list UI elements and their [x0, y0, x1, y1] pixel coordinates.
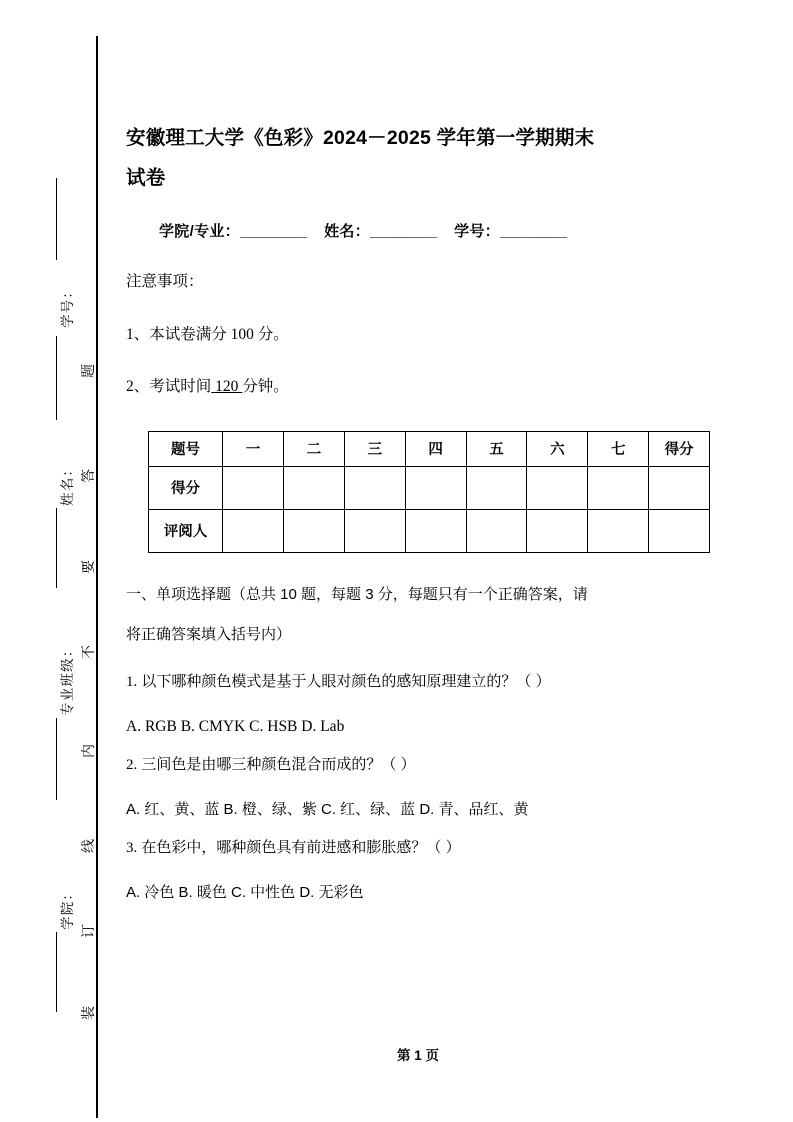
margin-char-da: 答 [82, 469, 97, 483]
question-stem-3 [126, 821, 710, 859]
score-cell[interactable] [283, 466, 344, 509]
section-heading-line-2: 将正确答案填入括号内） [126, 625, 292, 643]
note-2-after: 分钟。 [242, 378, 289, 395]
score-cell[interactable] [405, 466, 466, 509]
reviewer-cell[interactable] [466, 509, 527, 552]
note-2-before: 2、考试时间 [126, 378, 212, 395]
score-table-header-cell: 一 [223, 431, 284, 466]
note-item-2 [126, 342, 710, 395]
margin-char-yao: 要 [82, 560, 97, 574]
score-cell[interactable] [588, 466, 649, 509]
question-options-2[interactable]: A. 红、黄、蓝 B. 橙、绿、紫 C. 红、绿、蓝 D. 青、品红、黄 [126, 800, 529, 818]
reviewer-row-label: 评阅人 [149, 509, 223, 552]
score-table-header-cell: 得分 [649, 431, 710, 466]
name-blank[interactable]: _________ [369, 223, 437, 240]
note-item-1: 1、本试卷满分 100 分。 [126, 325, 289, 343]
score-table-header-cell: 六 [527, 431, 588, 466]
exam-title-line-2: 试卷 [126, 167, 166, 189]
binding-rule-segment [56, 336, 57, 420]
binding-rule-segment [56, 718, 57, 800]
score-table-header-cell: 七 [588, 431, 649, 466]
score-table-header-cell: 五 [466, 431, 527, 466]
question-text-2: 三间色是由哪三种颜色混合而成的？（ ） [141, 755, 416, 773]
margin-label-name: 姓名： [60, 461, 75, 506]
score-cell[interactable] [649, 466, 710, 509]
binding-margin [0, 0, 110, 1122]
reviewer-cell[interactable] [527, 509, 588, 552]
margin-char-bu: 不 [82, 645, 97, 659]
binding-rule-segment [56, 932, 57, 1012]
reviewer-cell[interactable] [283, 509, 344, 552]
score-cell[interactable] [527, 466, 588, 509]
table-row [149, 431, 710, 466]
margin-label-class: 专业班级： [60, 642, 75, 716]
section-heading-line-1: 一、单项选择题（总共 10 题，每题 3 分，每题只有一个正确答案，请 [126, 585, 588, 603]
binding-rule-segment [56, 178, 57, 260]
score-cell[interactable] [466, 466, 527, 509]
margin-char-nei: 内 [82, 744, 97, 758]
page-title [126, 0, 710, 198]
margin-label-student-id: 学号： [60, 283, 75, 328]
page-footer: 第 1 页 [396, 1048, 439, 1063]
score-table-header-cell: 三 [344, 431, 405, 466]
questions-section [126, 575, 710, 904]
reviewer-cell[interactable] [588, 509, 649, 552]
score-row-label: 得分 [149, 466, 223, 509]
exam-content [126, 0, 710, 904]
score-cell[interactable] [344, 466, 405, 509]
exam-duration-value: 120 [211, 378, 243, 395]
question-text-1: 以下哪种颜色模式是基于人眼对颜色的感知原理建立的？（ ） [141, 672, 551, 690]
college-major-label-text: 学院/专业： [159, 223, 240, 240]
reviewer-cell[interactable] [344, 509, 405, 552]
reviewer-cell[interactable] [223, 509, 284, 552]
table-row [149, 466, 710, 509]
score-table-header-cell: 二 [283, 431, 344, 466]
student-id-blank[interactable]: _________ [499, 223, 567, 240]
margin-char-ding: 订 [82, 924, 97, 938]
question-text-3: 在色彩中，哪种颜色具有前进感和膨胀感？（ ） [141, 838, 461, 856]
margin-char-xian: 线 [82, 839, 97, 853]
reviewer-cell[interactable] [405, 509, 466, 552]
question-number-2: 2. [126, 756, 138, 773]
question-options-1[interactable]: A. RGB B. CMYK C. HSB D. Lab [126, 717, 345, 735]
margin-char-zhuang: 装 [82, 1006, 97, 1020]
question-options-3[interactable]: A. 冷色 B. 暖色 C. 中性色 D. 无彩色 [126, 883, 364, 901]
question-number-3: 3. [126, 839, 138, 856]
margin-char-ti: 题 [82, 364, 97, 378]
score-cell[interactable] [223, 466, 284, 509]
student-info-line [126, 198, 710, 241]
notes-heading: 注意事项： [126, 273, 204, 290]
reviewer-cell[interactable] [649, 509, 710, 552]
table-row [149, 509, 710, 552]
question-stem-1 [126, 655, 710, 693]
name-label: 姓名： [324, 223, 370, 240]
college-major-blank[interactable]: _________ [239, 223, 307, 240]
question-number-1: 1. [126, 673, 138, 690]
student-id-label: 学号： [454, 223, 500, 240]
margin-label-college: 学院： [60, 885, 75, 930]
binding-main-rule [96, 36, 98, 1118]
section-heading [126, 575, 710, 655]
score-table-header-cell: 四 [405, 431, 466, 466]
score-table-header-cell: 题号 [149, 431, 223, 466]
question-stem-2 [126, 738, 710, 776]
binding-rule-segment [56, 508, 57, 588]
exam-title-line-1: 安徽理工大学《色彩》2024－2025 学年第一学期期末 [126, 127, 595, 149]
score-table [148, 431, 710, 553]
